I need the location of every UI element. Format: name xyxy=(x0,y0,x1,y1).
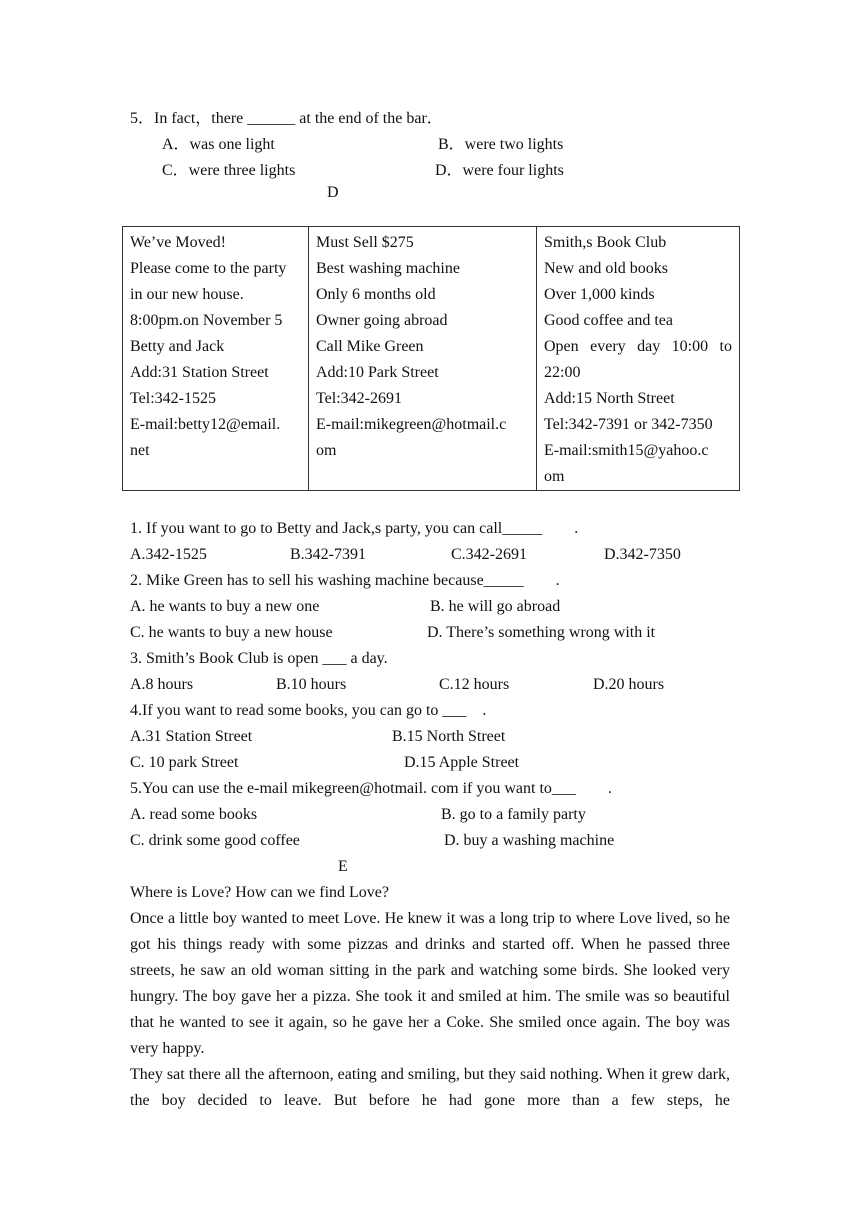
ad-line: Tel:342-1525 xyxy=(130,390,216,407)
option-d: D. buy a washing machine xyxy=(444,832,615,849)
ad-line: We’ve Moved! xyxy=(130,234,227,251)
option-c: C. 10 park Street xyxy=(130,754,239,771)
ad-line: E-mail:mikegreen@hotmail.c xyxy=(316,416,507,433)
ad-line: Only 6 months old xyxy=(316,286,436,303)
ad-line: Tel:342-7391 or 342-7350 xyxy=(544,416,713,433)
passage-paragraph-1: Once a little boy wanted to meet Love. He knew it was a long trip to where Love lived, so he got his things ready with some pizzas and drinks and started off. When he passed three streets, he saw an old woman sitting in the park and watching some birds. She looked very hungry. The boy gave her a pizza. She took it and smiled at him. The smile was so beautiful that he wanted to see it again, so he gave her a Coke. She smiled once again. The boy was very happy. xyxy=(130,910,730,1057)
ad-moved xyxy=(123,227,309,491)
option-b: B. go to a family party xyxy=(441,806,586,823)
ad-line: om xyxy=(316,442,337,459)
option-b: B．were two lights xyxy=(438,136,564,153)
ad-line: E-mail:betty12@email. xyxy=(130,416,281,433)
section-letter-d: D xyxy=(327,184,339,201)
ad-line: om xyxy=(544,468,565,485)
ad-line: Smith,s Book Club xyxy=(544,234,667,251)
option-d: D．were four lights xyxy=(435,162,564,179)
ad-washing-machine xyxy=(309,227,537,491)
option-a: A.342-1525 xyxy=(130,546,207,563)
ad-line: Add:10 Park Street xyxy=(316,364,439,381)
passage-title: Where is Love? How can we find Love? xyxy=(130,884,389,901)
ad-line: Good coffee and tea xyxy=(544,312,673,329)
question-stem: 5.You can use the e-mail mikegreen@hotmail. com if you want to___ . xyxy=(130,780,612,797)
option-c: C.342-2691 xyxy=(451,546,527,563)
section-letter-e: E xyxy=(338,858,348,875)
option-c: C.12 hours xyxy=(439,676,510,693)
ad-line: Betty and Jack xyxy=(130,338,225,355)
option-d: D.20 hours xyxy=(593,676,665,693)
passage-paragraph-2: They sat there all the afternoon, eating and smiling, but they said nothing. When it grew dark, the boy decided to leave. But before he had gone more than a few steps, he xyxy=(130,1066,730,1109)
option-a: A. read some books xyxy=(130,806,258,823)
ad-line: Best washing machine xyxy=(316,260,460,277)
ad-line: in our new house. xyxy=(130,286,244,303)
ad-line: 8:00pm.on November 5 xyxy=(130,312,283,329)
option-a: A.31 Station Street xyxy=(130,728,253,745)
question-stem: 5．In fact，there ______ at the end of the bar． xyxy=(130,110,443,127)
ad-book-club xyxy=(537,227,740,491)
ad-line: Owner going abroad xyxy=(316,312,448,329)
ad-line: Add:31 Station Street xyxy=(130,364,269,381)
option-a: A.8 hours xyxy=(130,676,194,693)
option-d: D.342-7350 xyxy=(604,546,681,563)
option-a: A．was one light xyxy=(162,136,275,153)
question-stem: 4.If you want to read some books, you can go to ___ . xyxy=(130,702,487,719)
ad-line: E-mail:smith15@yahoo.c xyxy=(544,442,709,459)
option-b: B.10 hours xyxy=(276,676,347,693)
option-b: B.15 North Street xyxy=(392,728,506,745)
ad-line: Add:15 North Street xyxy=(544,390,675,407)
option-b: B.342-7391 xyxy=(290,546,366,563)
ad-line: Over 1,000 kinds xyxy=(544,286,655,303)
option-b: B. he will go abroad xyxy=(430,598,561,615)
ads-row xyxy=(123,227,740,491)
option-d: D.15 Apple Street xyxy=(404,754,520,771)
option-c: C. drink some good coffee xyxy=(130,832,300,849)
ad-line: New and old books xyxy=(544,260,668,277)
ad-line: 22:00 xyxy=(544,364,581,381)
ad-line: net xyxy=(130,442,150,459)
ad-line: Must Sell $275 xyxy=(316,234,414,251)
ad-line: Please come to the party xyxy=(130,260,287,277)
option-c: C. he wants to buy a new house xyxy=(130,624,333,641)
question-stem: 2. Mike Green has to sell his washing machine because_____ . xyxy=(130,572,560,589)
question-stem: 1. If you want to go to Betty and Jack,s party, you can call_____ . xyxy=(130,520,579,537)
option-c: C．were three lights xyxy=(162,162,296,179)
ad-line: Tel:342-2691 xyxy=(316,390,402,407)
ad-line: Call Mike Green xyxy=(316,338,424,355)
ads-table xyxy=(122,226,740,491)
ad-line: Open every day 10:00 to xyxy=(544,338,732,355)
option-d: D. There’s something wrong with it xyxy=(427,624,656,641)
option-a: A. he wants to buy a new one xyxy=(130,598,320,615)
question-stem: 3. Smith’s Book Club is open ___ a day. xyxy=(130,650,388,667)
